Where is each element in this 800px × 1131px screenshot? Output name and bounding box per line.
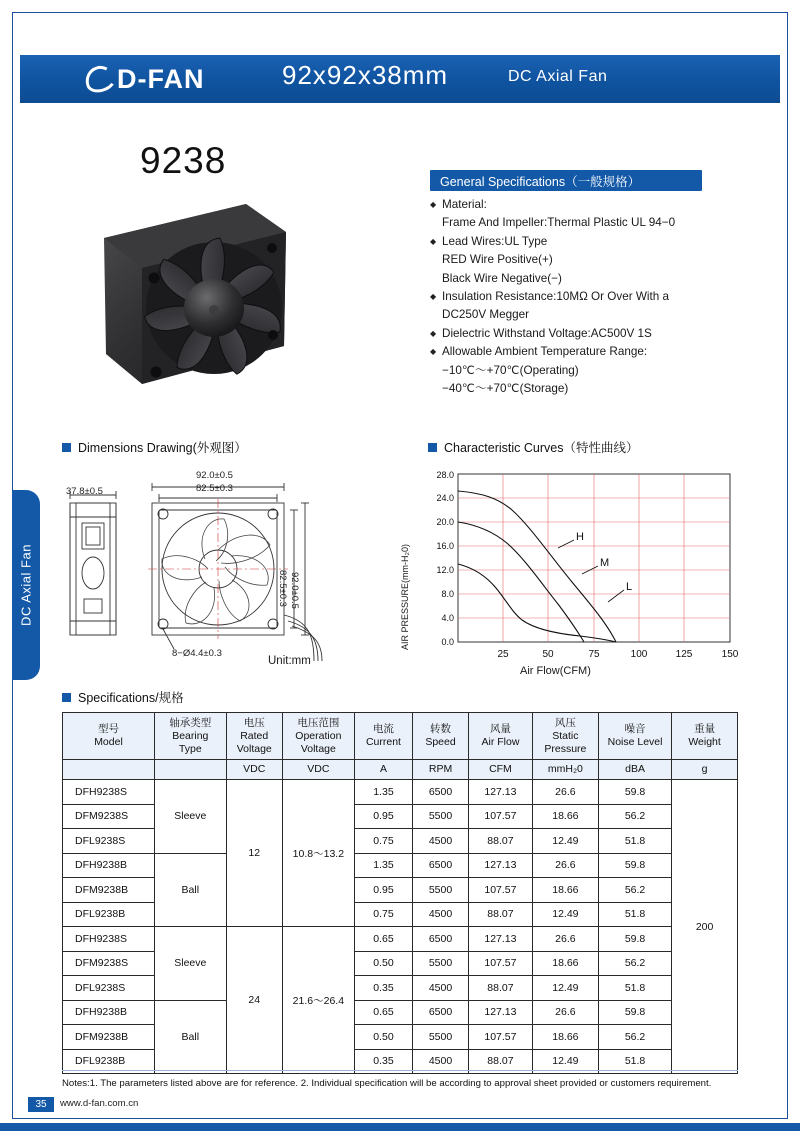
cell-static-pressure: 26.6 xyxy=(532,927,598,952)
svg-text:4.0: 4.0 xyxy=(441,613,454,623)
cell-noise: 51.8 xyxy=(598,1049,671,1074)
cell-airflow: 107.57 xyxy=(469,951,533,976)
cell-airflow: 88.07 xyxy=(469,976,533,1001)
cell-speed: 6500 xyxy=(413,927,469,952)
col-header-bearing: 轴承类型 Bearing Type xyxy=(154,713,226,760)
svg-text:75: 75 xyxy=(588,649,600,660)
spec-line: −40℃～+70℃(Storage) xyxy=(442,382,569,396)
curves-heading xyxy=(428,438,638,456)
footer-divider xyxy=(62,1070,738,1071)
cell-operation-voltage: 21.6～26.4 xyxy=(282,927,354,1074)
cell-bearing: Ball xyxy=(154,853,226,927)
logo-eye-icon xyxy=(82,62,119,96)
spec-line: ◆ Allowable Ambient Temperature Range: xyxy=(430,343,760,361)
cell-model: DFH9238S xyxy=(63,927,155,952)
product-type-subtitle: DC Axial Fan xyxy=(508,68,608,85)
dimensions-unit-label: Unit:mm xyxy=(268,655,311,667)
cell-rated-voltage: 24 xyxy=(226,927,282,1074)
chart-y-axis-label: AIR PRESSURE(mm-H₂0) xyxy=(400,543,410,650)
cell-airflow: 127.13 xyxy=(469,1000,533,1025)
footer-notes: Notes:1. The parameters listed above are for reference. 2. Individual specification will be according to approval sheet provided or customers requirement. xyxy=(62,1078,712,1089)
cell-static-pressure: 18.66 xyxy=(532,951,598,976)
table-header-row xyxy=(63,713,738,760)
svg-text:12.0: 12.0 xyxy=(436,565,454,575)
dimensions-heading xyxy=(62,438,247,456)
spec-line: Frame And Impeller:Thermal Plastic UL 94−0 xyxy=(442,216,676,230)
cell-current: 0.75 xyxy=(354,829,412,854)
cell-airflow: 127.13 xyxy=(469,853,533,878)
spec-line: ◆ Material: xyxy=(430,196,760,214)
cell-static-pressure: 12.49 xyxy=(532,976,598,1001)
cell-speed: 6500 xyxy=(413,1000,469,1025)
svg-text:25: 25 xyxy=(497,649,509,660)
side-tab xyxy=(12,490,40,680)
unit-bearing xyxy=(154,760,226,780)
cell-airflow: 107.57 xyxy=(469,1025,533,1050)
cell-speed: 6500 xyxy=(413,853,469,878)
svg-text:50: 50 xyxy=(542,649,554,660)
cell-static-pressure: 26.6 xyxy=(532,853,598,878)
col-header-speed: 转数 Speed xyxy=(413,713,469,760)
dimensions-heading-label: Dimensions Drawing(外观图） xyxy=(78,441,247,455)
unit-rated-voltage: VDC xyxy=(226,760,282,780)
side-tab-label: DC Axial Fan xyxy=(18,544,34,626)
table-body xyxy=(63,780,738,1074)
cell-noise: 59.8 xyxy=(598,1000,671,1025)
table-row xyxy=(63,927,738,952)
spec-line: Black Wire Negative(−) xyxy=(442,271,562,285)
dimension-label-width-outer: 92.0±0.5 xyxy=(196,470,233,481)
cell-current: 0.65 xyxy=(354,927,412,952)
spec-line: ◆ Lead Wires:UL Type xyxy=(430,233,760,251)
fan-product-photo xyxy=(96,196,292,392)
cell-current: 0.35 xyxy=(354,1049,412,1074)
cell-airflow: 127.13 xyxy=(469,780,533,805)
chart-x-axis-label: Air Flow(CFM) xyxy=(520,665,591,677)
cell-static-pressure: 18.66 xyxy=(532,804,598,829)
col-header-noise: 噪音 Noise Level xyxy=(598,713,671,760)
cell-speed: 4500 xyxy=(413,976,469,1001)
svg-text:100: 100 xyxy=(630,649,648,660)
cell-noise: 56.2 xyxy=(598,804,671,829)
spec-line: −10℃～+70℃(Operating) xyxy=(442,363,579,377)
spec-line: ◆ Insulation Resistance:10MΩ Or Over With a xyxy=(430,288,760,306)
cell-model: DFL9238B xyxy=(63,1049,155,1074)
cell-model: DFH9238B xyxy=(63,853,155,878)
svg-text:H: H xyxy=(576,531,584,543)
footer-url: www.d-fan.com.cn xyxy=(60,1098,139,1109)
cell-airflow: 88.07 xyxy=(469,1049,533,1074)
dimension-label-holes: 8−Ø4.4±0.3 xyxy=(172,648,222,659)
cell-model: DFM9238S xyxy=(63,804,155,829)
table-row xyxy=(63,853,738,878)
cell-static-pressure: 26.6 xyxy=(532,1000,598,1025)
cell-noise: 51.8 xyxy=(598,829,671,854)
cell-current: 0.75 xyxy=(354,902,412,927)
dimension-label-width-inner: 82.5±0.3 xyxy=(196,483,233,494)
product-dimensions-title: 92x92x38mm xyxy=(282,60,449,90)
cell-noise: 59.8 xyxy=(598,927,671,952)
cell-model: DFL9238B xyxy=(63,902,155,927)
cell-static-pressure: 12.49 xyxy=(532,902,598,927)
unit-airflow: CFM xyxy=(469,760,533,780)
cell-current: 0.65 xyxy=(354,1000,412,1025)
cell-bearing: Ball xyxy=(154,1000,226,1074)
cell-speed: 5500 xyxy=(413,804,469,829)
cell-model: DFM9238B xyxy=(63,1025,155,1050)
spec-line: ◆ Dielectric Withstand Voltage:AC500V 1S xyxy=(430,325,760,343)
cell-model: DFL9238S xyxy=(63,976,155,1001)
cell-noise: 51.8 xyxy=(598,976,671,1001)
unit-static-pressure: mmH₂0 xyxy=(532,760,598,780)
cell-airflow: 88.07 xyxy=(469,829,533,854)
bullet-square-icon xyxy=(62,693,71,702)
cell-speed: 4500 xyxy=(413,902,469,927)
cell-noise: 59.8 xyxy=(598,853,671,878)
spec-line: RED Wire Positive(+) xyxy=(442,253,553,267)
cell-operation-voltage: 10.8～13.2 xyxy=(282,780,354,927)
cell-bearing: Sleeve xyxy=(154,927,226,1001)
dimension-label-height-outer: 92.0±0.5 xyxy=(289,572,300,609)
cell-airflow: 107.57 xyxy=(469,878,533,903)
cell-speed: 5500 xyxy=(413,951,469,976)
cell-speed: 5500 xyxy=(413,1025,469,1050)
bullet-square-icon xyxy=(428,443,437,452)
cell-model: DFM9238S xyxy=(63,951,155,976)
cell-noise: 51.8 xyxy=(598,902,671,927)
col-header-current: 电流 Current xyxy=(354,713,412,760)
specifications-heading-label: Specifications/规格 xyxy=(78,691,184,705)
svg-text:L: L xyxy=(626,581,633,593)
cell-static-pressure: 18.66 xyxy=(532,878,598,903)
unit-current: A xyxy=(354,760,412,780)
cell-current: 0.95 xyxy=(354,878,412,903)
specifications-table-wrapper xyxy=(62,712,738,1074)
cell-static-pressure: 26.6 xyxy=(532,780,598,805)
general-specifications-body xyxy=(430,196,760,398)
col-header-operation-voltage: 电压范围 Operation Voltage xyxy=(282,713,354,760)
specifications-table xyxy=(62,712,738,1074)
cell-static-pressure: 12.49 xyxy=(532,829,598,854)
cell-airflow: 88.07 xyxy=(469,902,533,927)
svg-text:150: 150 xyxy=(721,649,739,660)
cell-weight: 200 xyxy=(672,780,738,1074)
cell-rated-voltage: 12 xyxy=(226,780,282,927)
brand-name: D-FAN xyxy=(117,63,205,94)
svg-text:28.0: 28.0 xyxy=(436,470,454,480)
cell-model: DFM9238B xyxy=(63,878,155,903)
page-number-badge: 35 xyxy=(28,1097,54,1112)
cell-airflow: 107.57 xyxy=(469,804,533,829)
characteristic-curves-chart xyxy=(412,462,762,677)
cell-current: 0.50 xyxy=(354,1025,412,1050)
cell-noise: 56.2 xyxy=(598,1025,671,1050)
cell-speed: 4500 xyxy=(413,1049,469,1074)
cell-noise: 56.2 xyxy=(598,951,671,976)
cell-model: DFH9238S xyxy=(63,780,155,805)
general-specifications-heading: General Specifications（一般规格） xyxy=(430,170,702,191)
cell-current: 1.35 xyxy=(354,780,412,805)
bullet-square-icon xyxy=(62,443,71,452)
cell-airflow: 127.13 xyxy=(469,927,533,952)
cell-current: 0.50 xyxy=(354,951,412,976)
dimension-label-height-inner: 82.5±0.3 xyxy=(277,570,288,607)
svg-text:24.0: 24.0 xyxy=(436,493,454,503)
cell-current: 0.35 xyxy=(354,976,412,1001)
unit-operation-voltage: VDC xyxy=(282,760,354,780)
table-head xyxy=(63,713,738,780)
spec-line: DC250V Megger xyxy=(442,308,530,322)
specifications-heading xyxy=(62,688,184,706)
cell-current: 0.95 xyxy=(354,804,412,829)
unit-model xyxy=(63,760,155,780)
unit-noise: dBA xyxy=(598,760,671,780)
svg-text:20.0: 20.0 xyxy=(436,517,454,527)
dimension-label-thickness: 37.8±0.5 xyxy=(66,486,103,497)
col-header-static-pressure: 风压 Static Pressure xyxy=(532,713,598,760)
col-header-model: 型号 Model xyxy=(63,713,155,760)
unit-weight: g xyxy=(672,760,738,780)
cell-static-pressure: 12.49 xyxy=(532,1049,598,1074)
dimensions-drawing xyxy=(62,465,392,680)
table-row xyxy=(63,780,738,805)
unit-speed: RPM xyxy=(413,760,469,780)
svg-text:0.0: 0.0 xyxy=(441,637,454,647)
svg-text:125: 125 xyxy=(675,649,693,660)
col-header-weight: 重量 Weight xyxy=(672,713,738,760)
cell-speed: 4500 xyxy=(413,829,469,854)
cell-model: DFL9238S xyxy=(63,829,155,854)
cell-noise: 59.8 xyxy=(598,780,671,805)
svg-text:16.0: 16.0 xyxy=(436,541,454,551)
svg-text:M: M xyxy=(600,557,610,569)
col-header-airflow: 风量 Air Flow xyxy=(469,713,533,760)
svg-text:8.0: 8.0 xyxy=(441,589,454,599)
bottom-bar xyxy=(0,1123,800,1131)
model-number: 9238 xyxy=(140,140,227,181)
cell-static-pressure: 18.66 xyxy=(532,1025,598,1050)
cell-model: DFH9238B xyxy=(63,1000,155,1025)
brand-logo xyxy=(85,62,285,96)
table-row xyxy=(63,1000,738,1025)
curves-heading-label: Characteristic Curves（特性曲线） xyxy=(444,441,639,455)
cell-speed: 6500 xyxy=(413,780,469,805)
cell-current: 1.35 xyxy=(354,853,412,878)
col-header-rated-voltage: 电压 Rated Voltage xyxy=(226,713,282,760)
cell-speed: 5500 xyxy=(413,878,469,903)
cell-noise: 56.2 xyxy=(598,878,671,903)
table-unit-row xyxy=(63,760,738,780)
cell-bearing: Sleeve xyxy=(154,780,226,854)
